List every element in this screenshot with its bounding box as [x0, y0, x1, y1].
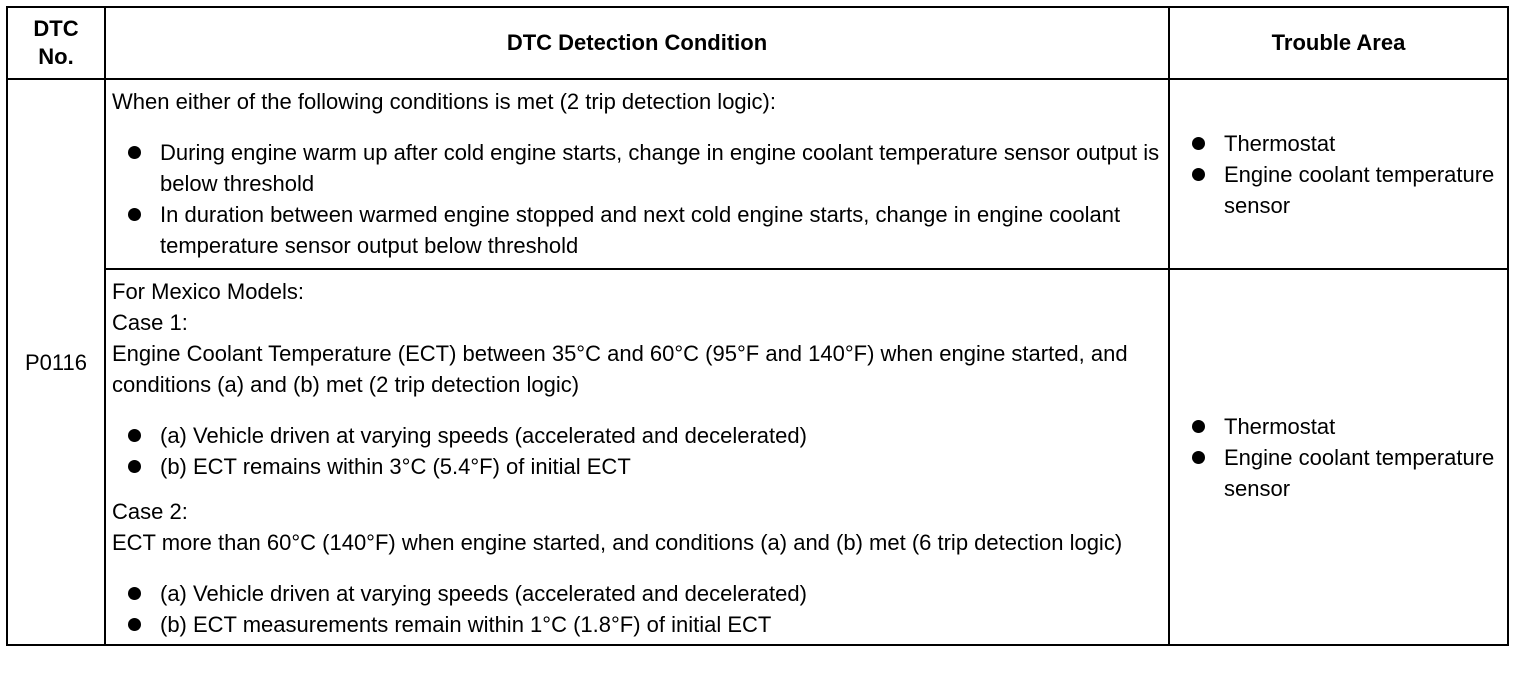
case1-text: Engine Coolant Temperature (ECT) between 35°C and 60°C (95°F and 140°F) when engine started, and conditions (a) and (b) met (2 trip detection logic) — [112, 341, 1128, 397]
mexico-heading: For Mexico Models: — [112, 279, 304, 304]
dtc-table — [6, 6, 1509, 646]
list-item: (b) ECT measurements remain within 1°C (1.8°F) of initial ECT — [112, 609, 1160, 640]
case2-title: Case 2: — [112, 499, 188, 524]
header-dtc-no: DTC No. — [7, 7, 105, 79]
header-trouble-area: Trouble Area — [1169, 7, 1508, 79]
dtc-code: P0116 — [7, 79, 105, 645]
case2-text: ECT more than 60°C (140°F) when engine started, and conditions (a) and (b) met (6 trip detection logic) — [112, 530, 1123, 555]
trouble-area-list — [1186, 411, 1507, 504]
list-item: Engine coolant temperature sensor — [1186, 442, 1507, 504]
list-item: In duration between warmed engine stopped and next cold engine starts, change in engine coolant temperature sensor output below threshold — [112, 199, 1160, 261]
table-row — [7, 79, 1508, 269]
condition-cell — [105, 269, 1169, 645]
condition-list — [112, 137, 1160, 261]
header-condition: DTC Detection Condition — [105, 7, 1169, 79]
list-item: (a) Vehicle driven at varying speeds (accelerated and decelerated) — [112, 578, 1160, 609]
case2-list — [112, 578, 1160, 640]
list-item: During engine warm up after cold engine starts, change in engine coolant temperature sensor output is below threshold — [112, 137, 1160, 199]
list-item: Engine coolant temperature sensor — [1186, 159, 1507, 221]
condition-cell — [105, 79, 1169, 269]
trouble-area-cell — [1169, 79, 1508, 269]
trouble-area-cell — [1169, 269, 1508, 645]
trouble-area-list — [1186, 128, 1507, 221]
list-item: Thermostat — [1186, 128, 1507, 159]
list-item: (a) Vehicle driven at varying speeds (accelerated and decelerated) — [112, 420, 1160, 451]
header-row — [7, 7, 1508, 79]
condition-intro: When either of the following conditions is met (2 trip detection logic): — [112, 89, 776, 114]
case1-title: Case 1: — [112, 310, 188, 335]
case1-list — [112, 420, 1160, 482]
table-row — [7, 269, 1508, 645]
list-item: (b) ECT remains within 3°C (5.4°F) of initial ECT — [112, 451, 1160, 482]
list-item: Thermostat — [1186, 411, 1507, 442]
